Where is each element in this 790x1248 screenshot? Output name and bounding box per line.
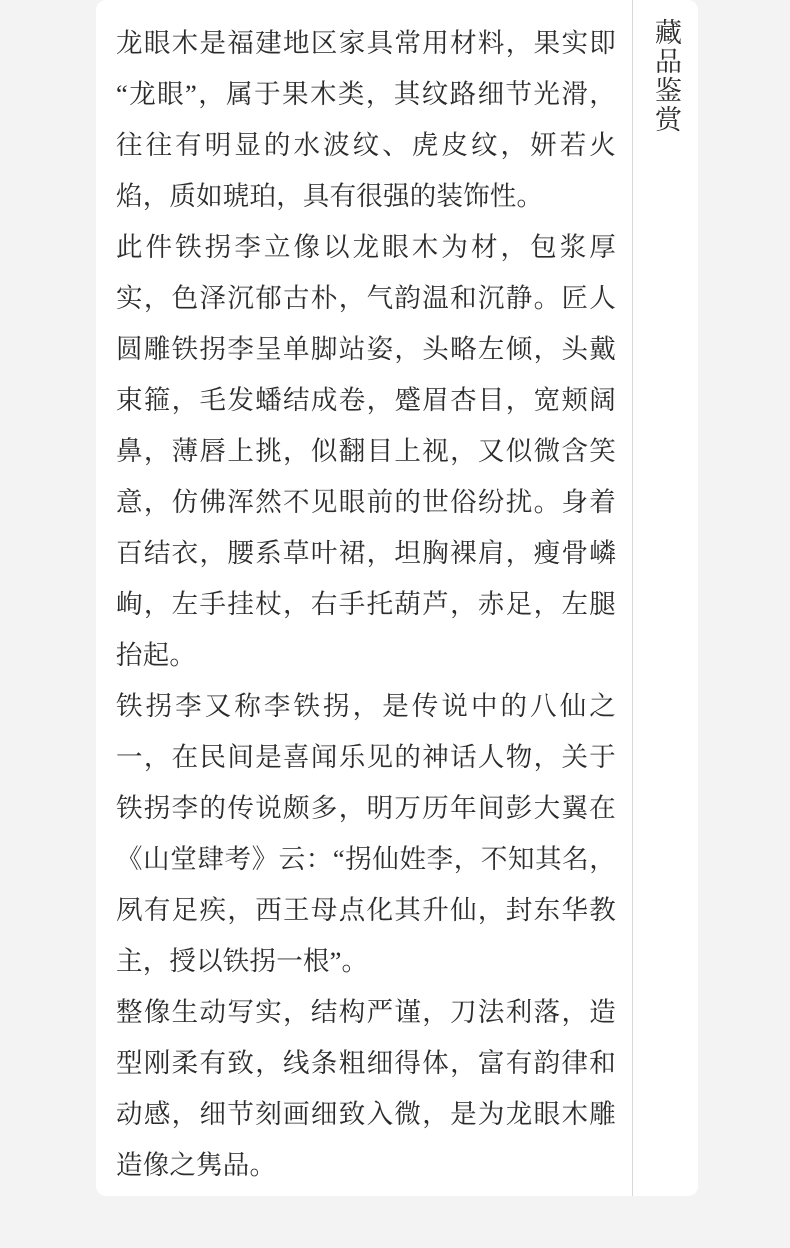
column-divider xyxy=(632,0,633,1196)
page-footer-margin xyxy=(0,1196,790,1248)
section-label-vertical: 藏品鉴赏 xyxy=(651,18,681,134)
paragraph: 整像生动写实，结构严谨，刀法利落，造型刚柔有致，线条粗细得体，富有韵律和动感，细节刻画细致入微，是为龙眼木雕造像之隽品。 xyxy=(116,997,616,1180)
paragraph: 铁拐李又称李铁拐，是传说中的八仙之一，在民间是喜闻乐见的神话人物，关于铁拐李的传说颇多，明万历年间彭大翼在《山堂肆考》云：“拐仙姓李，不知其名，夙有足疾，西王母点化其升仙，封东华教主，授以铁拐一根”。 xyxy=(116,691,616,976)
content-card xyxy=(96,0,698,1196)
paragraph: 此件铁拐李立像以龙眼木为材，包浆厚实，色泽沉郁古朴，气韵温和沉静。匠人圆雕铁拐李呈单脚站姿，头略左倾，头戴束箍，毛发蟠结成卷，蹙眉杏目，宽颊阔鼻，薄唇上挑，似翻目上视，又似微含笑意，仿佛浑然不见眼前的世俗纷扰。身着百结衣，腰系草叶裙，坦胸裸肩，瘦骨嶙峋，左手挂杖，右手托葫芦，赤足，左腿抬起。 xyxy=(116,232,616,670)
paragraph: 龙眼木是福建地区家具常用材料，果实即“龙眼”，属于果木类，其纹路细节光滑，往往有明显的水波纹、虎皮纹，妍若火焰，质如琥珀，具有很强的装饰性。 xyxy=(116,28,616,211)
body-text-column xyxy=(116,18,616,1178)
